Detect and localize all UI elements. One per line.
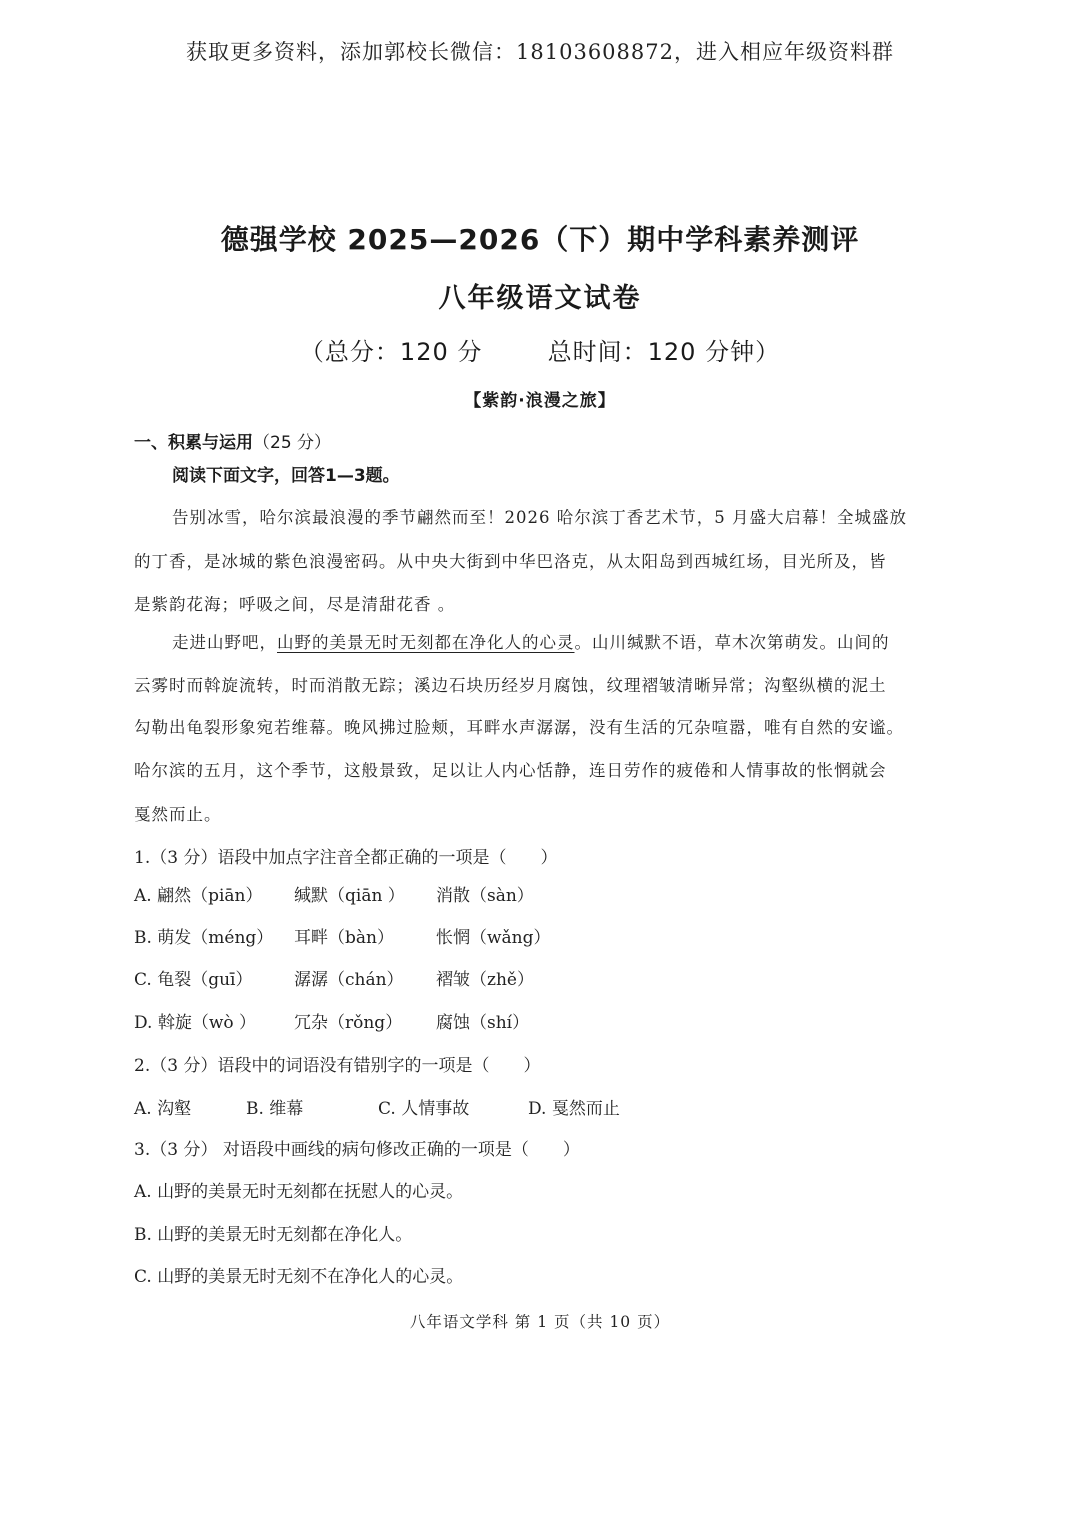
q1-option-d-3: 腐蚀（shí） [436,1013,530,1033]
question-3-stem: 3.（3 分） 对语段中画线的病句修改正确的一项是（ ） [134,1140,580,1160]
passage-line: 哈尔滨的五月，这个季节，这般景致，足以让人内心恬静，连日劳作的疲倦和人情事故的怅惘就会 [134,761,887,780]
passage-line: 云雾时而斡旋流转，时而消散无踪；溪边石块历经岁月腐蚀，纹理褶皱清晰异常；沟壑纵横的泥土 [134,676,887,695]
section-title: 一、积累与运用 [134,433,253,453]
passage-text: 走进山野吧， [172,633,277,652]
q1-option-c-1: C. 龟裂（guī） [134,970,253,990]
exam-subtitle: 八年级语文试卷 [438,283,642,314]
total-score: （总分：120 分 [299,338,483,366]
underlined-sentence: 山野的美景无时无刻都在净化人的心灵 [277,633,575,652]
passage-line: 是紫韵花海；呼吸之间，尽是清甜花香 。 [134,595,456,614]
passage-text: 。山川缄默不语，草木次第萌发。山间的 [574,633,890,652]
passage-line: 戛然而止。 [134,805,222,824]
score-time-line [0,332,1080,367]
reading-instruction: 阅读下面文字，回答1—3题。 [172,466,400,486]
q1-option-b-2: 耳畔（bàn） [294,928,394,948]
q1-option-a-3: 消散（sàn） [436,886,534,906]
promo-header-note: 获取更多资料，添加郭校长微信：18103608872，进入相应年级资料群 [186,40,894,64]
q3-option-b: B. 山野的美景无时无刻都在净化人。 [134,1225,413,1245]
q3-option-c: C. 山野的美景无时无刻不在净化人的心灵。 [134,1267,464,1287]
q2-option-c: C. 人情事故 [378,1099,470,1119]
q1-option-d-1: D. 斡旋（wò ） [134,1013,257,1033]
q2-option-a: A. 沟壑 [134,1099,192,1119]
q2-option-d: D. 戛然而止 [528,1099,620,1119]
page-footer: 八年语文学科 第 1 页（共 10 页） [409,1313,671,1331]
question-1-stem: 1.（3 分）语段中加点字注音全都正确的一项是（ ） [134,848,558,868]
section-points: （25 分） [253,433,332,453]
passage-line: 告别冰雪，哈尔滨最浪漫的季节翩然而至！2026 哈尔滨丁香艺术节，5 月盛大启幕！全城盛放 [172,508,907,527]
section-heading [134,428,331,453]
passage-line: 勾勒出龟裂形象宛若维幕。晚风拂过脸颊，耳畔水声潺潺，没有生活的冗杂喧嚣，唯有自然的安谧。 [134,718,904,737]
q1-option-b-3: 怅惘（wǎng） [436,928,551,948]
passage-line: 的丁香，是冰城的紫色浪漫密码。从中央大街到中华巴洛克，从太阳岛到西城红场，目光所及，皆 [134,552,887,571]
q1-option-a-2: 缄默（qiān ） [294,886,405,906]
q1-option-b-1: B. 萌发（méng） [134,928,274,948]
exam-title: 德强学校 2025—2026（下）期中学科素养测评 [220,223,860,256]
q1-option-a-1: A. 翩然（piān） [134,886,263,906]
total-time: 总时间：120 分钟） [547,338,781,366]
q3-option-a: A. 山野的美景无时无刻都在抚慰人的心灵。 [134,1182,464,1202]
theme-heading: 【紫韵·浪漫之旅】 [464,391,616,411]
q2-option-b: B. 维幕 [246,1099,304,1119]
q1-option-c-2: 潺潺（chán） [294,970,404,990]
question-2-stem: 2.（3 分）语段中的词语没有错别字的一项是（ ） [134,1056,541,1076]
q1-option-d-2: 冗杂（rǒng） [294,1013,403,1033]
passage-line [172,629,890,653]
q1-option-c-3: 褶皱（zhě） [436,970,534,990]
